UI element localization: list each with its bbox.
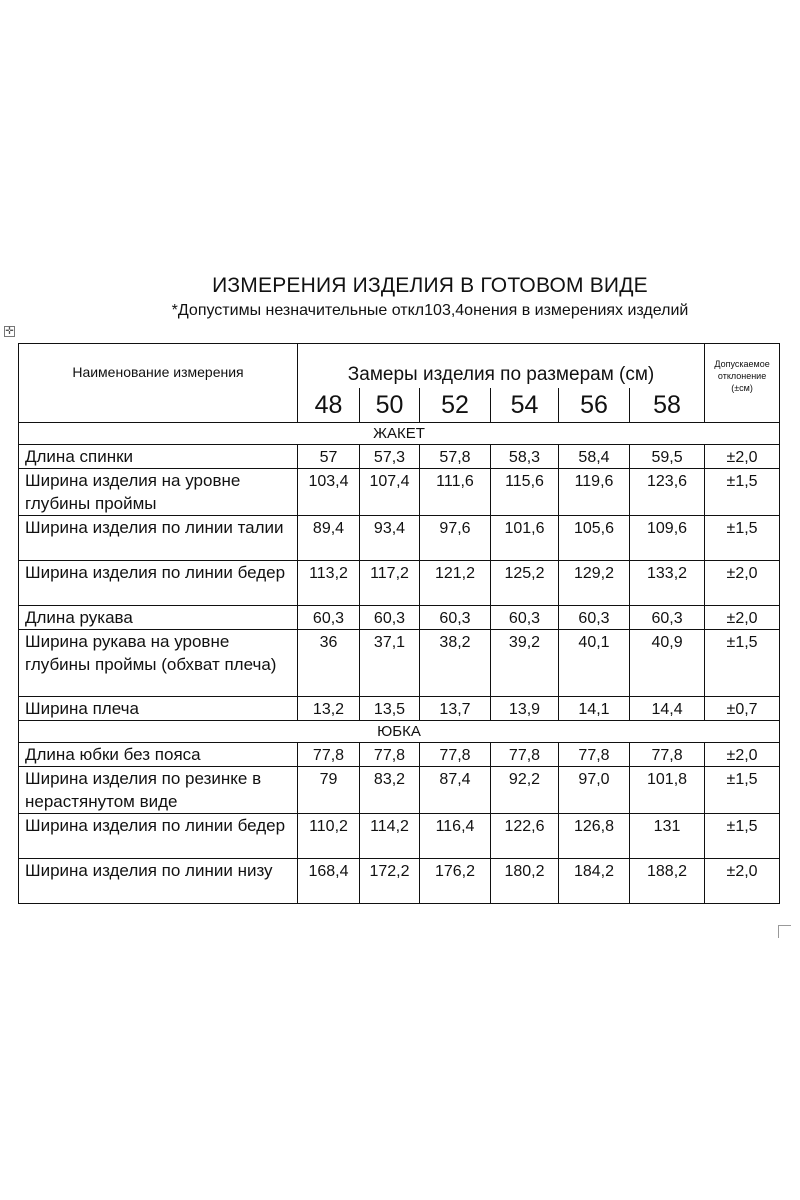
measurement-value-size-52: 13,7 [420, 697, 491, 721]
size-header-50: 50 [360, 388, 420, 423]
measurement-value-size-48: 57 [298, 445, 360, 469]
measurement-value-size-52: 116,4 [420, 814, 491, 859]
table-row [19, 606, 780, 630]
measurement-tolerance: ±2,0 [705, 561, 780, 606]
table-row [19, 561, 780, 606]
measurement-value-size-58: 40,9 [630, 630, 705, 697]
section-title: ЮБКА [19, 721, 780, 743]
measurement-tolerance: ±0,7 [705, 697, 780, 721]
table-row [19, 859, 780, 904]
table-row [19, 469, 780, 516]
measurement-tolerance: ±2,0 [705, 445, 780, 469]
measurement-name: Ширина изделия по линии низу [19, 859, 298, 904]
table-move-handle-icon[interactable]: ✛ [5, 326, 14, 337]
measurement-value-size-58: 101,8 [630, 767, 705, 814]
measurement-name: Длина юбки без пояса [19, 743, 298, 767]
measurement-value-size-48: 168,4 [298, 859, 360, 904]
measurement-value-size-56: 60,3 [559, 606, 630, 630]
measurement-value-size-54: 122,6 [491, 814, 559, 859]
measurement-value-size-58: 123,6 [630, 469, 705, 516]
measurement-value-size-48: 113,2 [298, 561, 360, 606]
measurement-value-size-58: 133,2 [630, 561, 705, 606]
measurement-value-size-50: 77,8 [360, 743, 420, 767]
measurement-value-size-48: 60,3 [298, 606, 360, 630]
measurement-value-size-52: 176,2 [420, 859, 491, 904]
measurement-value-size-58: 131 [630, 814, 705, 859]
measurement-value-size-50: 60,3 [360, 606, 420, 630]
measurement-value-size-58: 77,8 [630, 743, 705, 767]
table-row [19, 743, 780, 767]
measurement-name: Длина спинки [19, 445, 298, 469]
measurement-value-size-50: 117,2 [360, 561, 420, 606]
measurement-value-size-56: 126,8 [559, 814, 630, 859]
measurement-value-size-48: 13,2 [298, 697, 360, 721]
measurement-value-size-56: 129,2 [559, 561, 630, 606]
measurement-value-size-56: 184,2 [559, 859, 630, 904]
table-body [19, 423, 780, 904]
measurement-value-size-50: 57,3 [360, 445, 420, 469]
table-row [19, 516, 780, 561]
measurement-name: Ширина изделия по линии талии [19, 516, 298, 561]
table-row [19, 697, 780, 721]
column-header-measures: Замеры изделия по размерам (см) [298, 344, 705, 389]
measurement-value-size-58: 188,2 [630, 859, 705, 904]
measurement-value-size-56: 14,1 [559, 697, 630, 721]
tolerance-label-line: Допускаемое [714, 359, 770, 369]
measurement-value-size-52: 111,6 [420, 469, 491, 516]
measurement-value-size-58: 59,5 [630, 445, 705, 469]
measurement-value-size-54: 125,2 [491, 561, 559, 606]
measurement-value-size-56: 105,6 [559, 516, 630, 561]
measurement-name: Ширина изделия по резинке в нерастянутом виде [19, 767, 298, 814]
size-header-58: 58 [630, 388, 705, 423]
measurement-name: Ширина изделия по линии бедер [19, 561, 298, 606]
table-row [19, 814, 780, 859]
measurement-value-size-52: 77,8 [420, 743, 491, 767]
measurement-value-size-58: 109,6 [630, 516, 705, 561]
measurement-value-size-56: 58,4 [559, 445, 630, 469]
measurement-value-size-48: 79 [298, 767, 360, 814]
table-row [19, 445, 780, 469]
column-header-name: Наименование измерения [19, 344, 298, 423]
measurement-value-size-52: 38,2 [420, 630, 491, 697]
measurement-tolerance: ±2,0 [705, 859, 780, 904]
size-header-56: 56 [559, 388, 630, 423]
measurement-value-size-54: 58,3 [491, 445, 559, 469]
measurement-tolerance: ±2,0 [705, 743, 780, 767]
table-resize-handle[interactable] [778, 925, 791, 938]
measurement-value-size-50: 172,2 [360, 859, 420, 904]
measurement-value-size-48: 77,8 [298, 743, 360, 767]
measurement-value-size-52: 60,3 [420, 606, 491, 630]
section-row [19, 423, 780, 445]
measurement-value-size-54: 115,6 [491, 469, 559, 516]
measurement-value-size-54: 180,2 [491, 859, 559, 904]
measurement-tolerance: ±1,5 [705, 469, 780, 516]
measurement-value-size-54: 13,9 [491, 697, 559, 721]
measurement-name: Ширина рукава на уровне глубины проймы (обхват плеча) [19, 630, 298, 697]
measurement-value-size-54: 77,8 [491, 743, 559, 767]
measurement-value-size-50: 13,5 [360, 697, 420, 721]
measurements-table [18, 343, 780, 904]
measurement-value-size-56: 40,1 [559, 630, 630, 697]
measurement-value-size-54: 92,2 [491, 767, 559, 814]
measurement-value-size-48: 36 [298, 630, 360, 697]
section-title: ЖАКЕТ [19, 423, 780, 445]
measurement-name: Ширина изделия на уровне глубины проймы [19, 469, 298, 516]
measurement-value-size-48: 110,2 [298, 814, 360, 859]
size-header-48: 48 [298, 388, 360, 423]
measurement-name: Длина рукава [19, 606, 298, 630]
size-header-52: 52 [420, 388, 491, 423]
measurement-value-size-52: 97,6 [420, 516, 491, 561]
measurement-name: Ширина плеча [19, 697, 298, 721]
measurement-tolerance: ±1,5 [705, 767, 780, 814]
measurement-value-size-52: 57,8 [420, 445, 491, 469]
measurement-tolerance: ±2,0 [705, 606, 780, 630]
measurement-value-size-50: 107,4 [360, 469, 420, 516]
section-row [19, 721, 780, 743]
measurement-value-size-50: 114,2 [360, 814, 420, 859]
measurement-value-size-48: 89,4 [298, 516, 360, 561]
measurement-tolerance: ±1,5 [705, 630, 780, 697]
table-row [19, 630, 780, 697]
table-row [19, 767, 780, 814]
measurement-value-size-58: 60,3 [630, 606, 705, 630]
measurement-tolerance: ±1,5 [705, 814, 780, 859]
tolerance-label-line: (±см) [731, 383, 753, 393]
measurement-value-size-54: 39,2 [491, 630, 559, 697]
measurement-value-size-56: 119,6 [559, 469, 630, 516]
measurement-value-size-58: 14,4 [630, 697, 705, 721]
measurement-value-size-56: 77,8 [559, 743, 630, 767]
header-row [19, 344, 780, 389]
page-subtitle: *Допустимы незначительные откл103,4онения в измерениях изделий [171, 302, 689, 319]
measurement-value-size-50: 93,4 [360, 516, 420, 561]
column-header-tolerance [705, 344, 780, 423]
size-header-54: 54 [491, 388, 559, 423]
measurement-value-size-50: 37,1 [360, 630, 420, 697]
measurement-value-size-48: 103,4 [298, 469, 360, 516]
measurement-value-size-54: 60,3 [491, 606, 559, 630]
measurement-tolerance: ±1,5 [705, 516, 780, 561]
tolerance-label-line: отклонение [717, 371, 767, 381]
measurement-value-size-52: 87,4 [420, 767, 491, 814]
measurement-name: Ширина изделия по линии бедер [19, 814, 298, 859]
measurement-value-size-50: 83,2 [360, 767, 420, 814]
measurement-value-size-56: 97,0 [559, 767, 630, 814]
measurement-value-size-52: 121,2 [420, 561, 491, 606]
measurement-value-size-54: 101,6 [491, 516, 559, 561]
page-title: ИЗМЕРЕНИЯ ИЗДЕЛИЯ В ГОТОВОМ ВИДЕ [212, 274, 648, 297]
